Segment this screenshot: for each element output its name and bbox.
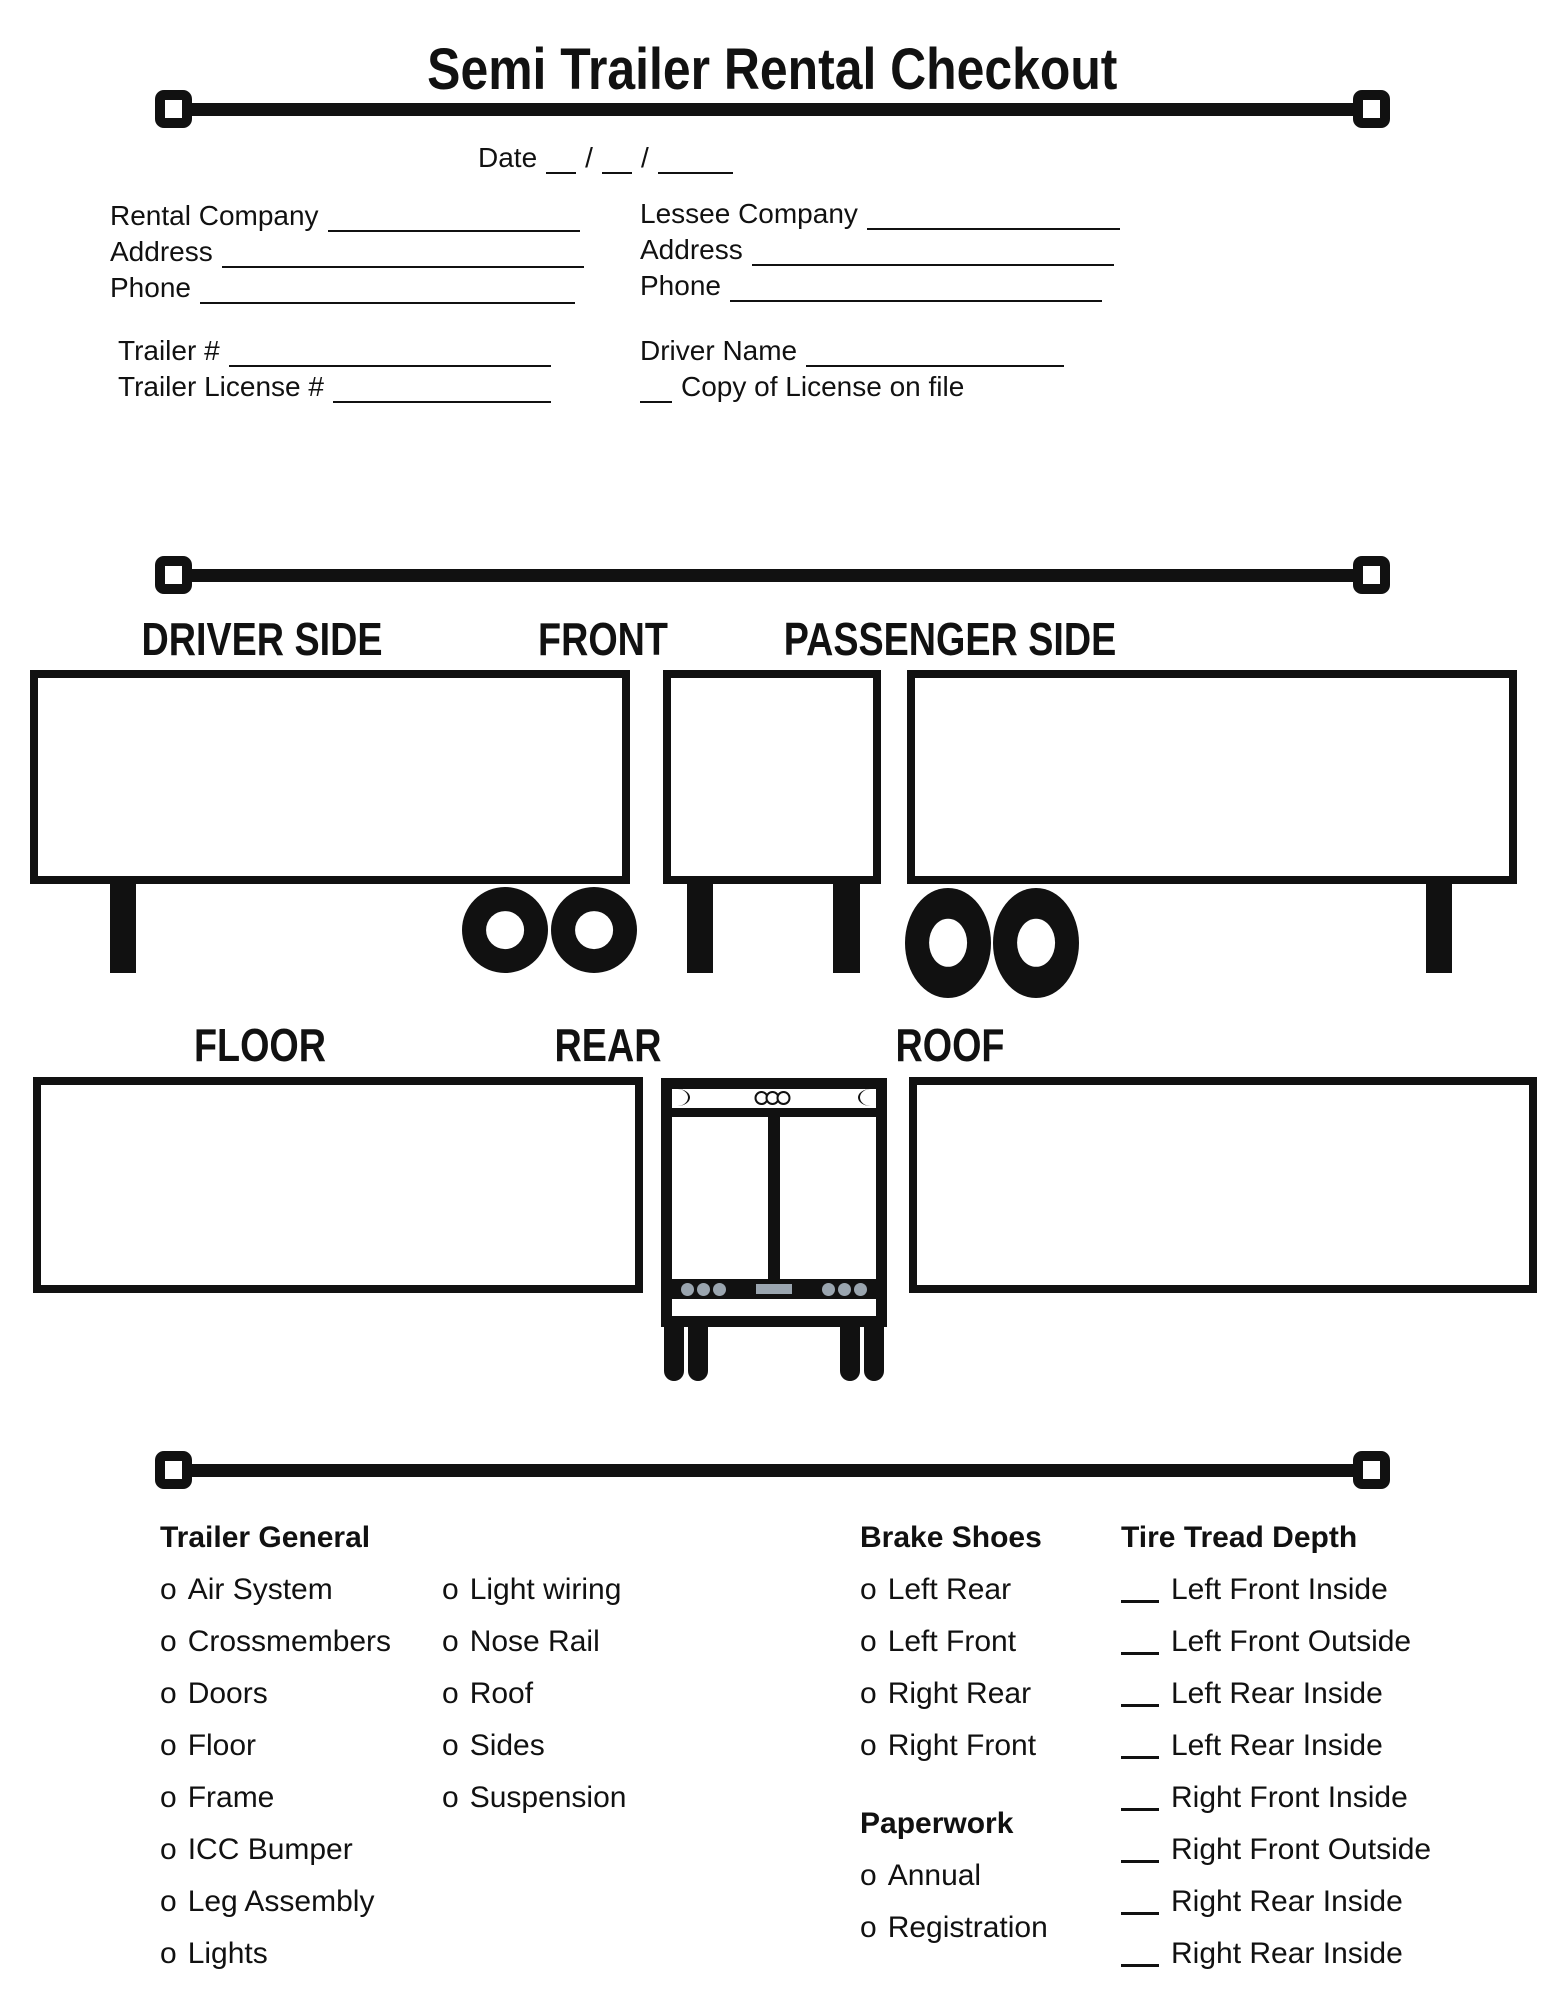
divider-bar — [183, 569, 1362, 582]
trailer-wheel-icon — [905, 888, 991, 998]
check-item-label: Sides — [469, 1729, 545, 1762]
trailer-general-column-2 — [442, 1564, 626, 1824]
checkbox-bullet[interactable]: o — [860, 1625, 877, 1658]
check-item-label: Frame — [187, 1781, 275, 1814]
brake-shoes-title: Brake Shoes — [860, 1521, 1042, 1554]
check-item-label: Doors — [187, 1677, 268, 1710]
checkbox-bullet[interactable]: o — [160, 1937, 177, 1970]
check-item-label: Left Front Outside — [1171, 1625, 1412, 1658]
landing-gear-leg — [833, 882, 860, 973]
rear-diagram-area[interactable] — [661, 1078, 887, 1327]
checkbox-bullet[interactable]: o — [860, 1729, 877, 1762]
date-year-input[interactable] — [658, 144, 733, 174]
rear-wheel-icon — [664, 1325, 684, 1381]
divider-bar — [183, 1464, 1362, 1477]
date-month-input[interactable] — [546, 144, 576, 174]
rental-company-input[interactable] — [328, 202, 580, 232]
check-item-label: ICC Bumper — [187, 1833, 353, 1866]
check-item-label: Right Front Inside — [1171, 1781, 1408, 1814]
driver-side-heading: DRIVER SIDE — [141, 613, 383, 665]
checkbox-bullet[interactable]: o — [160, 1573, 177, 1606]
check-item-label: Air System — [187, 1573, 333, 1606]
tire-item — [1121, 1876, 1431, 1928]
date-field — [478, 136, 733, 174]
rear-footer-strip — [672, 1299, 876, 1316]
tire-tread-depth-title: Tire Tread Depth — [1121, 1521, 1358, 1554]
checkbox-bullet[interactable]: o — [160, 1885, 177, 1918]
lessee-phone-field — [640, 264, 1102, 302]
check-item — [160, 1928, 391, 1980]
lessee-address-field — [640, 228, 1114, 266]
check-item-label: Lights — [187, 1937, 268, 1970]
tire-item — [1121, 1668, 1431, 1720]
passenger-side-heading: PASSENGER SIDE — [783, 613, 1117, 665]
roof-diagram-area[interactable] — [909, 1077, 1537, 1293]
check-item — [442, 1564, 626, 1616]
landing-gear-leg — [110, 882, 136, 973]
tire-depth-input[interactable] — [1121, 1577, 1159, 1603]
rear-wheel-icon — [840, 1325, 860, 1381]
checkbox-bullet[interactable]: o — [442, 1625, 459, 1658]
divider-top — [155, 90, 1390, 128]
tire-depth-input[interactable] — [1121, 1889, 1159, 1915]
rear-wheel-icon — [688, 1325, 708, 1381]
floor-diagram-area[interactable] — [33, 1077, 643, 1293]
lessee-phone-label: Phone — [640, 270, 721, 301]
check-item-label: Crossmembers — [187, 1625, 392, 1658]
tire-item — [1121, 1564, 1431, 1616]
trailer-license-label: Trailer License # — [118, 371, 324, 402]
rental-phone-input[interactable] — [200, 274, 575, 304]
license-on-file-field — [640, 365, 964, 403]
rear-doors — [672, 1117, 876, 1279]
trailer-number-field — [118, 329, 551, 367]
driver-name-field — [640, 329, 1064, 367]
check-item — [442, 1616, 626, 1668]
rental-address-label: Address — [110, 236, 213, 267]
rental-company-field — [110, 194, 580, 232]
checkbox-bullet[interactable]: o — [860, 1677, 877, 1710]
check-item-label: Floor — [187, 1729, 257, 1762]
lessee-company-label: Lessee Company — [640, 198, 858, 229]
front-heading: FRONT — [538, 613, 668, 665]
square-endcap-icon — [1353, 90, 1390, 128]
check-item-label: Registration — [887, 1911, 1048, 1944]
check-item — [860, 1850, 1048, 1902]
page-title: Semi Trailer Rental Checkout — [427, 37, 1118, 102]
check-item-label: Left Rear Inside — [1171, 1729, 1383, 1762]
square-endcap-icon — [1353, 556, 1390, 594]
front-diagram-area[interactable] — [663, 670, 881, 884]
floor-heading: FLOOR — [193, 1019, 327, 1071]
rear-bumper — [672, 1279, 876, 1299]
trailer-general-title: Trailer General — [160, 1521, 371, 1554]
check-item — [442, 1720, 626, 1772]
check-item-label: Annual — [887, 1859, 982, 1892]
tire-item — [1121, 1616, 1431, 1668]
date-label: Date — [478, 142, 538, 173]
trailer-general-column-1 — [160, 1512, 391, 1980]
rental-address-input[interactable] — [222, 238, 584, 268]
lessee-phone-input[interactable] — [730, 272, 1102, 302]
lessee-address-input[interactable] — [752, 236, 1114, 266]
marker-lights-icon — [758, 1091, 791, 1105]
check-item — [160, 1720, 391, 1772]
tire-tread-depth-column — [1121, 1512, 1431, 1980]
check-item-label: Nose Rail — [469, 1625, 600, 1658]
license-on-file-label: Copy of License on file — [681, 371, 965, 402]
rear-heading: REAR — [554, 1019, 662, 1071]
checkbox-bullet[interactable]: o — [160, 1781, 177, 1814]
check-item-label: Left Rear — [887, 1573, 1012, 1606]
rear-header-bar — [672, 1108, 876, 1117]
tire-depth-input[interactable] — [1121, 1629, 1159, 1655]
check-item — [860, 1668, 1042, 1720]
checkbox-bullet[interactable]: o — [442, 1729, 459, 1762]
check-item-label: Roof — [469, 1677, 534, 1710]
divider-middle — [155, 556, 1390, 594]
check-item — [860, 1616, 1042, 1668]
landing-gear-leg — [1426, 882, 1452, 973]
square-endcap-icon — [155, 556, 192, 594]
check-item-label: Right Rear Inside — [1171, 1937, 1403, 1970]
date-separator: / — [585, 142, 593, 173]
square-endcap-icon — [155, 90, 192, 128]
tire-item — [1121, 1824, 1431, 1876]
tire-depth-input[interactable] — [1121, 1837, 1159, 1863]
check-item-label: Left Rear Inside — [1171, 1677, 1383, 1710]
driver-name-input[interactable] — [806, 337, 1064, 367]
check-item — [160, 1772, 391, 1824]
square-endcap-icon — [1353, 1451, 1390, 1489]
check-item — [160, 1616, 391, 1668]
paperwork-column — [860, 1798, 1048, 1954]
door-center-seam — [768, 1117, 780, 1279]
trailer-number-label: Trailer # — [118, 335, 220, 366]
check-item — [160, 1564, 391, 1616]
checkbox-bullet[interactable]: o — [860, 1859, 877, 1892]
landing-gear-leg — [687, 882, 713, 973]
check-item-label: Right Rear Inside — [1171, 1885, 1403, 1918]
checkbox-bullet[interactable]: o — [160, 1729, 177, 1762]
square-endcap-icon — [155, 1451, 192, 1489]
check-item-label: Left Front Inside — [1171, 1573, 1388, 1606]
passenger-side-diagram-area[interactable] — [907, 670, 1517, 884]
tail-lights-icon — [681, 1283, 726, 1296]
tire-depth-input[interactable] — [1121, 1681, 1159, 1707]
checkbox-bullet[interactable]: o — [442, 1781, 459, 1814]
brake-shoes-column — [860, 1512, 1042, 1772]
door-rod-arc-icon — [676, 1089, 690, 1106]
checkbox-bullet[interactable]: o — [860, 1911, 877, 1944]
tire-depth-input[interactable] — [1121, 1785, 1159, 1811]
checkbox-bullet[interactable]: o — [160, 1677, 177, 1710]
check-item-label: Leg Assembly — [187, 1885, 375, 1918]
checkbox-bullet[interactable]: o — [442, 1573, 459, 1606]
trailer-wheel-icon — [551, 887, 637, 973]
paperwork-title: Paperwork — [860, 1807, 1014, 1840]
check-item — [160, 1824, 391, 1876]
checkbox-bullet[interactable]: o — [442, 1677, 459, 1710]
lessee-company-input[interactable] — [867, 200, 1120, 230]
trailer-number-input[interactable] — [229, 337, 551, 367]
rear-wheel-icon — [864, 1325, 884, 1381]
checkbox-bullet[interactable]: o — [160, 1625, 177, 1658]
license-plate-icon — [756, 1284, 792, 1294]
checkbox-bullet[interactable]: o — [860, 1573, 877, 1606]
driver-side-diagram-area[interactable] — [30, 670, 630, 884]
check-item — [860, 1902, 1048, 1954]
divider-bar — [183, 103, 1362, 116]
roof-heading: ROOF — [895, 1019, 1005, 1071]
rear-header-strip — [672, 1089, 876, 1108]
check-item-label: Suspension — [469, 1781, 627, 1814]
tire-item — [1121, 1720, 1431, 1772]
check-item — [442, 1772, 626, 1824]
trailer-wheel-icon — [462, 887, 548, 973]
check-item — [160, 1876, 391, 1928]
check-item-label: Light wiring — [469, 1573, 622, 1606]
date-separator: / — [640, 142, 649, 173]
tire-item — [1121, 1772, 1431, 1824]
rental-phone-label: Phone — [110, 272, 191, 303]
driver-name-label: Driver Name — [640, 335, 798, 366]
tire-item — [1121, 1928, 1431, 1980]
trailer-license-field — [118, 365, 551, 403]
check-item-label: Left Front — [887, 1625, 1017, 1658]
divider-bottom — [155, 1451, 1390, 1489]
date-day-input[interactable] — [602, 144, 632, 174]
check-item-label: Right Rear — [887, 1677, 1032, 1710]
lessee-address-label: Address — [640, 234, 743, 265]
tire-depth-input[interactable] — [1121, 1941, 1159, 1967]
checkbox-bullet[interactable]: o — [160, 1833, 177, 1866]
check-item — [442, 1668, 626, 1720]
tail-lights-icon — [822, 1283, 867, 1296]
lessee-company-field — [640, 192, 1120, 230]
check-item — [860, 1720, 1042, 1772]
check-item — [860, 1564, 1042, 1616]
tire-depth-input[interactable] — [1121, 1733, 1159, 1759]
check-item-label: Right Front Outside — [1171, 1833, 1432, 1866]
check-item — [160, 1668, 391, 1720]
rental-company-label: Rental Company — [110, 200, 319, 231]
door-rod-arc-icon — [858, 1089, 872, 1106]
license-on-file-checkmark-input[interactable] — [640, 373, 672, 403]
trailer-wheel-icon — [993, 888, 1079, 998]
rental-phone-field — [110, 266, 575, 304]
rental-address-field — [110, 230, 584, 268]
check-item-label: Right Front — [887, 1729, 1037, 1762]
trailer-license-input[interactable] — [333, 373, 551, 403]
